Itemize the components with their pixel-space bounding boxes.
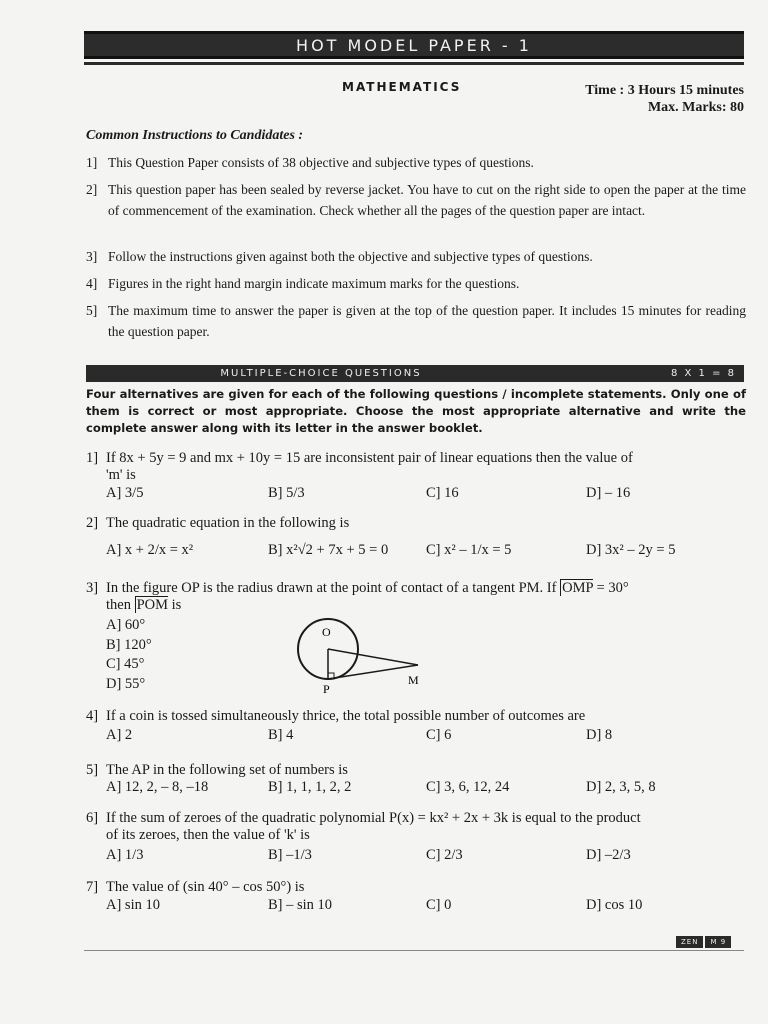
subject-heading: MATHEMATICS <box>342 80 462 94</box>
question-text: If a coin is tossed simultaneously thrice, the total possible number of outcomes are <box>106 708 586 724</box>
question-number: 4] <box>86 708 99 724</box>
question-number: 5] <box>86 762 99 778</box>
question-text-cont: 'm' is <box>106 467 136 483</box>
option-c: C] 6 <box>426 727 452 743</box>
instruction-text: This Question Paper consists of 38 objective and subjective types of questions. <box>108 155 534 170</box>
options-row <box>106 542 746 560</box>
option-c: C] 45° <box>106 656 145 672</box>
question-text-end: is <box>171 597 182 613</box>
bottom-divider <box>84 950 744 951</box>
option-a: A] 12, 2, – 8, –18 <box>106 779 209 795</box>
options-row <box>106 485 746 503</box>
option-c: C] 0 <box>426 897 452 913</box>
mcq-section-bar <box>86 365 744 382</box>
time-allowed: Time : 3 Hours 15 minutes <box>585 83 744 98</box>
instruction-item <box>86 274 746 295</box>
option-b: B] 5/3 <box>268 485 305 501</box>
option-a: A] sin 10 <box>106 897 160 913</box>
option-b: B] x²√2 + 7x + 5 = 0 <box>268 542 389 558</box>
point-p-label: P <box>323 682 330 696</box>
instruction-number: 1] <box>86 155 98 170</box>
option-a: A] 1/3 <box>106 847 144 863</box>
question-text: The value of (sin 40° – cos 50°) is <box>106 879 305 895</box>
options-column <box>106 616 152 694</box>
angle-given: OMP <box>562 580 593 596</box>
instruction-item <box>86 153 746 174</box>
mcq-section-title: MULTIPLE-CHOICE QUESTIONS <box>220 368 422 379</box>
option-b: B] – sin 10 <box>268 897 333 913</box>
option-c: C] x² – 1/x = 5 <box>426 542 512 558</box>
question-7 <box>86 879 750 896</box>
question-number: 3] <box>86 580 99 596</box>
instruction-text: Figures in the right hand margin indicate maximum marks for the questions. <box>108 276 520 291</box>
instruction-number: 5] <box>86 303 98 318</box>
question-text: The AP in the following set of numbers is <box>106 762 348 778</box>
option-c: C] 16 <box>426 485 459 501</box>
instruction-item <box>86 301 746 342</box>
option-b: B] 120° <box>106 636 152 653</box>
question-4 <box>86 708 750 725</box>
question-1 <box>86 450 750 484</box>
max-marks: Max. Marks: 80 <box>647 100 744 115</box>
option-c: C] 2/3 <box>426 847 463 863</box>
option-b: B] –1/3 <box>268 847 312 863</box>
point-m-label: M <box>408 673 419 687</box>
question-5 <box>86 762 750 779</box>
question-text: If 8x + 5y = 9 and mx + 10y = 15 are inconsistent pair of linear equations then the value of <box>106 450 633 466</box>
instruction-text: Follow the instructions given against both the objective and subjective types of questions. <box>108 249 593 264</box>
mcq-section-marks: 8 X 1 = 8 <box>670 368 736 379</box>
instruction-number: 4] <box>86 276 98 291</box>
option-d: D] 8 <box>586 727 613 743</box>
footer-tag <box>676 936 731 948</box>
option-a: A] 2 <box>106 727 133 743</box>
instruction-item <box>86 247 746 268</box>
point-o-label: O <box>322 625 331 639</box>
title-divider <box>84 62 744 65</box>
option-a: A] x + 2/x = x² <box>106 542 194 558</box>
angle-given-value: = 30° <box>596 580 629 596</box>
option-a: A] 60° <box>106 617 146 633</box>
tangent-figure <box>290 615 430 696</box>
question-text: The quadratic equation in the following is <box>106 515 350 531</box>
option-d: D] cos 10 <box>586 897 643 913</box>
option-c: C] 3, 6, 12, 24 <box>426 779 510 795</box>
question-text-cont: then <box>106 597 131 613</box>
option-d: D] –2/3 <box>586 847 631 863</box>
option-d: D] 55° <box>106 675 146 692</box>
option-b: B] 1, 1, 1, 2, 2 <box>268 779 352 795</box>
options-row <box>106 779 746 797</box>
footer-tag-left: ZEN <box>676 936 703 948</box>
instruction-text: The maximum time to answer the paper is given at the top of the question paper. It includes 15 minutes for reading the question paper. <box>108 303 746 339</box>
question-text: If the sum of zeroes of the quadratic polynomial P(x) = kx² + 2x + 3k is equal to the product <box>106 810 641 826</box>
instruction-number: 3] <box>86 249 98 264</box>
question-3 <box>86 580 750 614</box>
mcq-instructions: Four alternatives are given for each of the following questions / incomplete statements. Only one of them is correct or most appropriate. Choose the most appropriate alternative and write the complete answer along with its letter in the answer booklet. <box>86 387 746 435</box>
instruction-text: This question paper has been sealed by reverse jacket. You have to cut on the right side to open the paper at the time of commencement of the examination. Check whether all the pages of the question paper are intact. <box>108 182 746 218</box>
question-number: 6] <box>86 810 99 826</box>
options-row <box>106 897 746 915</box>
options-row <box>106 847 746 865</box>
angle-asked: POM <box>136 597 169 613</box>
options-row <box>106 727 746 745</box>
instructions-heading: Common Instructions to Candidates : <box>86 128 304 143</box>
instruction-number: 2] <box>86 182 98 197</box>
instruction-item <box>86 180 746 221</box>
option-a: A] 3/5 <box>106 485 144 501</box>
question-6 <box>86 810 750 844</box>
option-b: B] 4 <box>268 727 294 743</box>
paper-title: HOT MODEL PAPER - 1 <box>296 35 532 55</box>
question-text: In the figure OP is the radius drawn at the point of contact of a tangent PM. If <box>106 580 557 596</box>
question-2 <box>86 515 750 532</box>
question-number: 2] <box>86 515 99 531</box>
option-d: D] 2, 3, 5, 8 <box>586 779 656 795</box>
question-text-cont: of its zeroes, then the value of 'k' is <box>106 827 310 843</box>
option-d: D] – 16 <box>586 485 631 501</box>
title-banner <box>84 31 744 59</box>
question-number: 7] <box>86 879 99 895</box>
question-number: 1] <box>86 450 99 466</box>
footer-tag-right: M 9 <box>705 936 731 948</box>
option-d: D] 3x² – 2y = 5 <box>586 542 676 558</box>
